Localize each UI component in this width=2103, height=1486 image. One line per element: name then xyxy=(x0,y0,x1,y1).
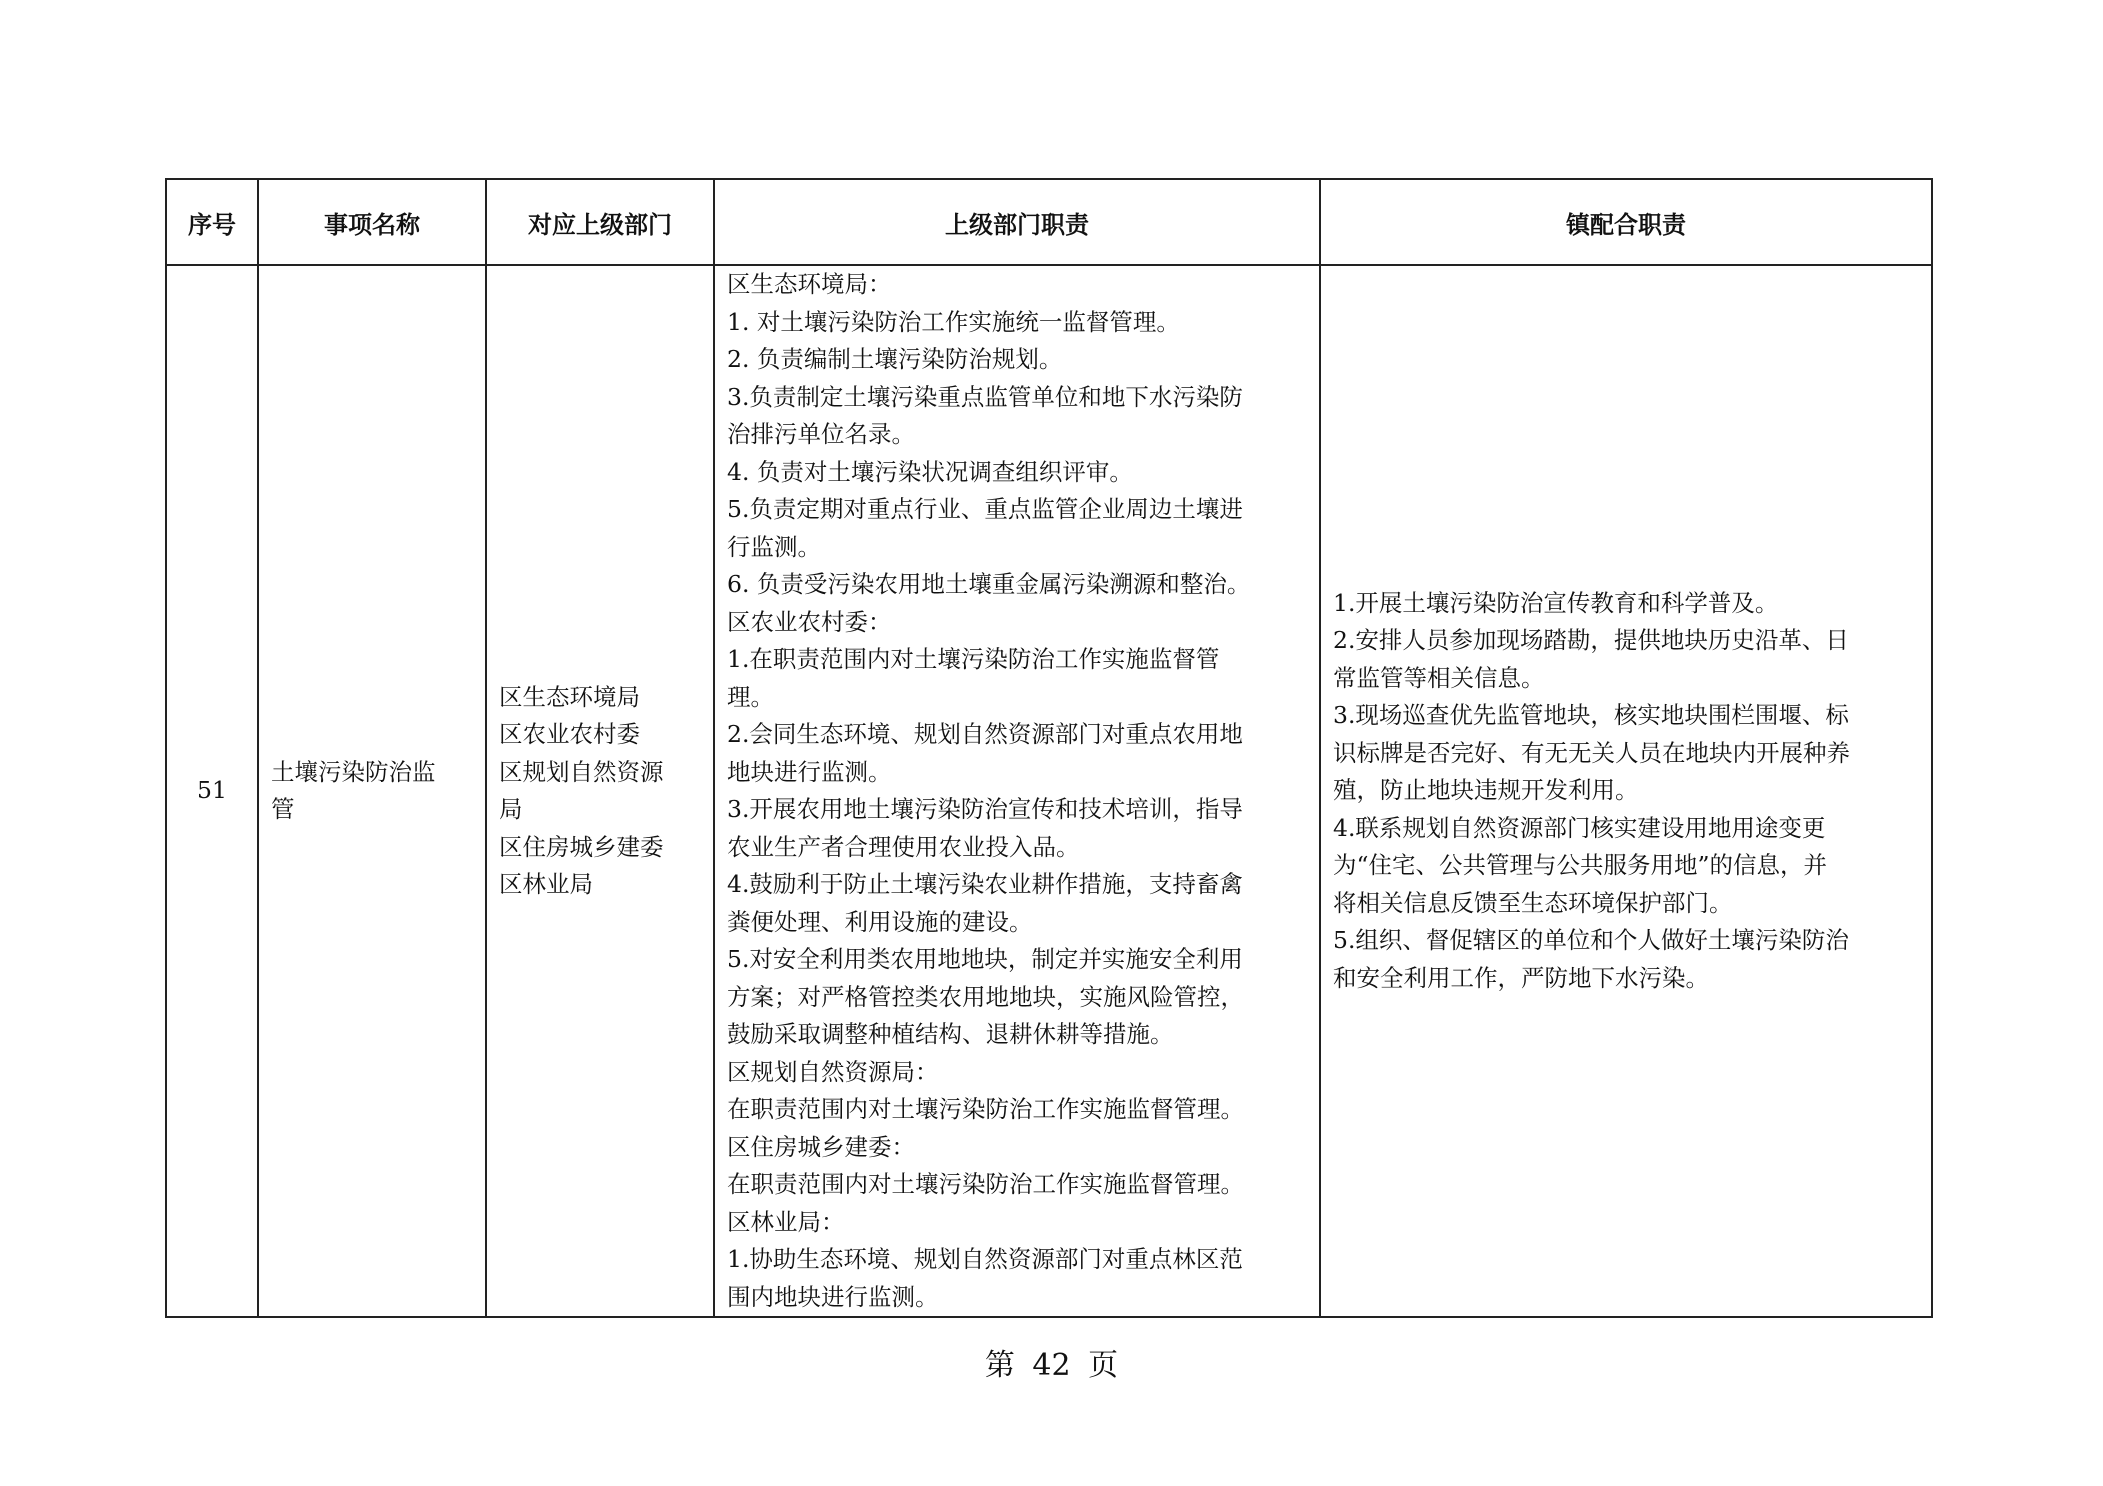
cell-upper-duties xyxy=(714,265,1320,1317)
upper-duty-line: 方案；对严格管控类农用地地块，实施风险管控， xyxy=(727,982,1244,1011)
responsibility-table xyxy=(165,178,1933,1318)
upper-duty-line: 地块进行监测。 xyxy=(727,757,892,786)
page-number-value: 42 xyxy=(1032,1348,1071,1383)
page-number-prefix: 第 xyxy=(984,1348,1015,1383)
upper-duty-line: 4. 负责对土壤污染状况调查组织评审。 xyxy=(727,457,1133,486)
table-row xyxy=(166,265,1932,1317)
item-name-line: 管 xyxy=(271,795,295,823)
upper-duty-line: 4.鼓励利于防止土壤污染农业耕作措施，支持畜禽 xyxy=(727,870,1243,898)
town-duty-line: 殖，防止地块违规开发利用。 xyxy=(1333,776,1639,805)
upper-dept-line: 区生态环境局 xyxy=(499,682,640,711)
header-town-duties: 镇配合职责 xyxy=(1320,179,1932,265)
upper-dept-line: 区农业农村委 xyxy=(499,720,640,748)
item-name-line: 土壤污染防治监 xyxy=(271,757,436,786)
header-upper-dept: 对应上级部门 xyxy=(486,179,714,265)
town-duty-line: 3.现场巡查优先监管地块，核实地块围栏围堰、标 xyxy=(1333,701,1849,730)
upper-duty-line: 区生态环境局： xyxy=(727,270,892,298)
upper-duty-line: 1. 对土壤污染防治工作实施统一监督管理。 xyxy=(727,307,1180,336)
upper-duty-line: 在职责范围内对土壤污染防治工作实施监督管理。 xyxy=(727,1095,1244,1123)
upper-duty-line: 1.协助生态环境、规划自然资源部门对重点林区范 xyxy=(727,1245,1243,1273)
upper-duty-line: 区规划自然资源局： xyxy=(727,1057,939,1086)
upper-duty-line: 行监测。 xyxy=(727,532,821,561)
town-duty-line: 1.开展土壤污染防治宣传教育和科学普及。 xyxy=(1333,588,1779,617)
table-header-row xyxy=(166,179,1932,265)
town-duty-line: 5.组织、督促辖区的单位和个人做好土壤污染防治 xyxy=(1333,926,1849,955)
upper-duty-line: 围内地块进行监测。 xyxy=(727,1282,939,1311)
town-duty-line: 常监管等相关信息。 xyxy=(1333,663,1545,692)
upper-duty-line: 区林业局： xyxy=(727,1207,845,1236)
header-seq: 序号 xyxy=(166,179,258,265)
town-duty-line: 为“住宅、公共管理与公共服务用地”的信息，并 xyxy=(1333,851,1828,880)
page-number xyxy=(0,1340,2103,1384)
header-upper-duties: 上级部门职责 xyxy=(714,179,1320,265)
cell-seq: 51 xyxy=(166,265,258,1317)
upper-duty-line: 1.在职责范围内对土壤污染防治工作实施监督管 xyxy=(727,645,1220,673)
upper-duty-line: 区农业农村委： xyxy=(727,607,892,636)
upper-duty-line: 理。 xyxy=(727,682,774,711)
town-duty-line: 识标牌是否完好、有无无关人员在地块内开展种养 xyxy=(1333,738,1850,767)
upper-duty-line: 5.负责定期对重点行业、重点监管企业周边土壤进 xyxy=(727,495,1243,523)
upper-duty-line: 6. 负责受污染农用地土壤重金属污染溯源和整治。 xyxy=(727,570,1251,598)
town-duty-line: 将相关信息反馈至生态环境保护部门。 xyxy=(1333,888,1733,917)
upper-dept-line: 区林业局 xyxy=(499,870,593,898)
town-duty-line: 4.联系规划自然资源部门核实建设用地用途变更 xyxy=(1333,813,1826,842)
upper-duty-line: 5.对安全利用类农用地地块，制定并实施安全利用 xyxy=(727,945,1243,973)
upper-duty-line: 鼓励采取调整种植结构、退耕休耕等措施。 xyxy=(727,1020,1174,1048)
header-item-name: 事项名称 xyxy=(258,179,486,265)
town-duty-line: 和安全利用工作，严防地下水污染。 xyxy=(1333,963,1709,992)
upper-dept-line: 区住房城乡建委 xyxy=(499,832,664,861)
town-duty-line: 2.安排人员参加现场踏勘，提供地块历史沿革、日 xyxy=(1333,626,1849,655)
cell-item-name xyxy=(258,265,486,1317)
cell-town-duties xyxy=(1320,265,1932,1317)
upper-duty-line: 治排污单位名录。 xyxy=(727,420,915,448)
upper-duty-line: 农业生产者合理使用农业投入品。 xyxy=(727,832,1080,861)
upper-duty-line: 粪便处理、利用设施的建设。 xyxy=(727,907,1033,936)
upper-duty-line: 3.负责制定土壤污染重点监管单位和地下水污染防 xyxy=(727,382,1243,411)
upper-duty-line: 2. 负责编制土壤污染防治规划。 xyxy=(727,345,1063,373)
upper-dept-line: 局 xyxy=(499,795,523,823)
page-number-suffix: 页 xyxy=(1088,1348,1119,1383)
upper-duty-line: 3.开展农用地土壤污染防治宣传和技术培训，指导 xyxy=(727,795,1243,823)
upper-duty-line: 2.会同生态环境、规划自然资源部门对重点农用地 xyxy=(727,720,1243,748)
cell-upper-dept xyxy=(486,265,714,1317)
upper-dept-line: 区规划自然资源 xyxy=(499,757,664,786)
upper-duty-line: 在职责范围内对土壤污染防治工作实施监督管理。 xyxy=(727,1170,1244,1198)
upper-duty-line: 区住房城乡建委： xyxy=(727,1132,915,1161)
